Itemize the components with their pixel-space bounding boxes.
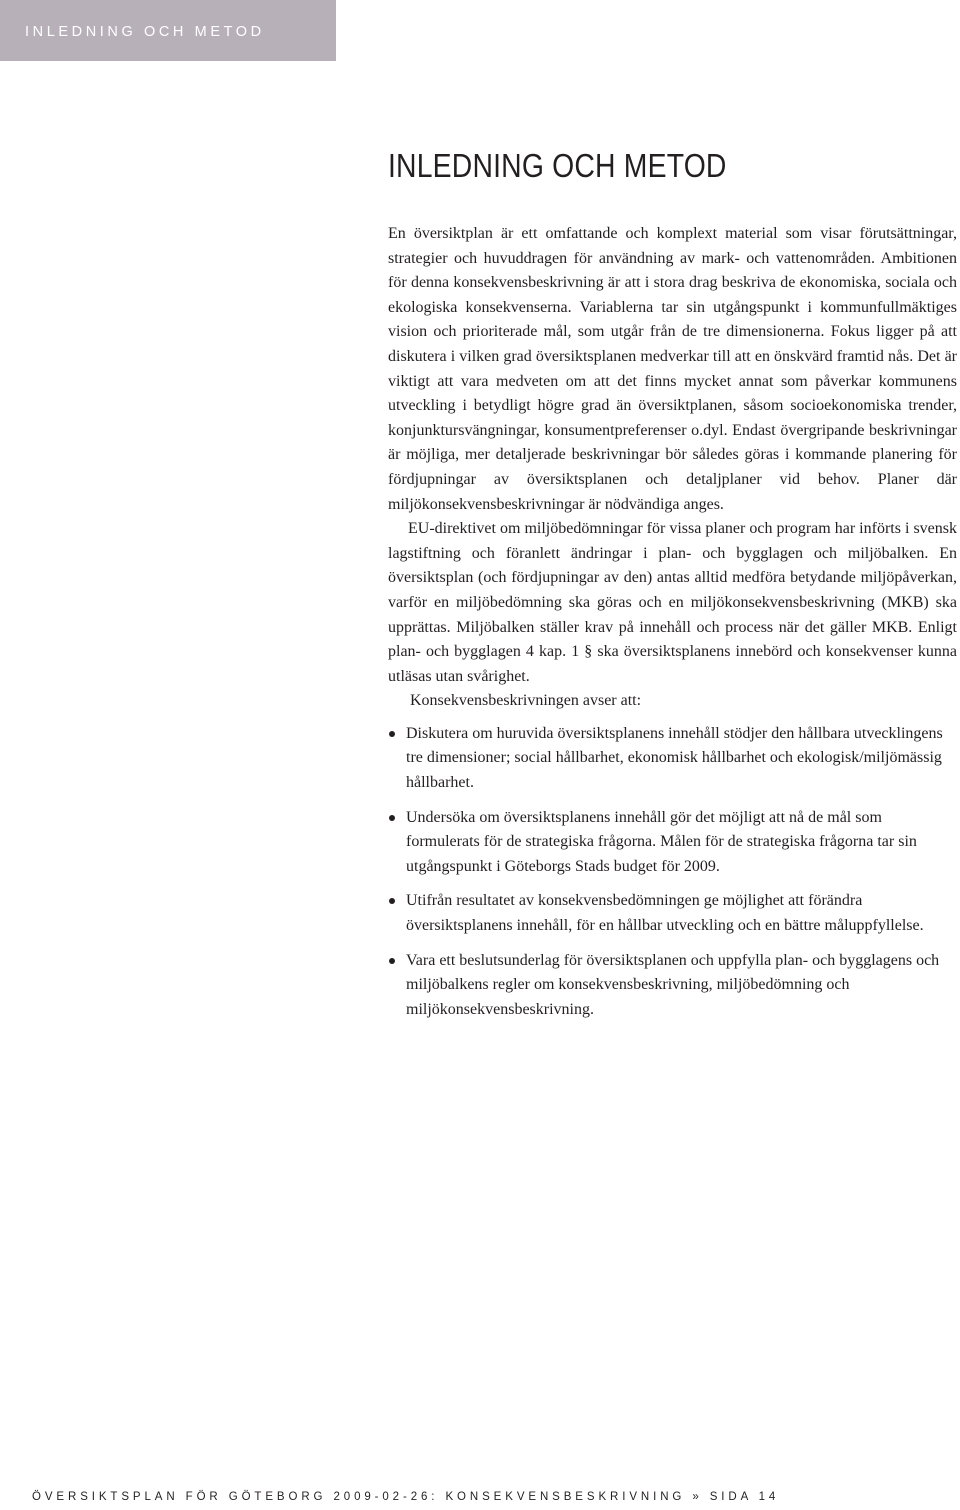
bullet-dot-icon xyxy=(389,898,395,904)
list-intro: Konsekvensbeskrivningen avser att: xyxy=(410,692,642,710)
list-item-text: Diskutera om huruvida översiktsplanens innehåll stödjer den hållbara utvecklingens tre dimensioner; social hållbarhet, ekonomisk hållbarhet och ekologisk/miljömässig hållbarhet. xyxy=(406,724,943,792)
list-item xyxy=(388,889,957,938)
body-text xyxy=(388,222,957,1032)
list-item xyxy=(388,806,957,880)
bullet-dot-icon xyxy=(389,815,395,821)
list-item-text: Undersöka om översiktsplanens innehåll gör det möjligt att nå de mål som formulerats för de strategiska frågorna. Målen för de strategiska frågorna tar sin utgångspunkt i Göteborgs Stads budget för 2009. xyxy=(406,808,917,875)
bullet-dot-icon xyxy=(389,731,395,737)
bullet-list xyxy=(388,722,957,1023)
eu-directive-paragraph: EU-direktivet om miljöbedömningar för vissa planer och program har införts i svensk lagstiftning och föranlett ändringar i plan- och bygglagen och miljöbalken. En översiktsplan (och fördjupningar av den) antas alltid medföra betydande miljöpåverkan, varför en miljöbedömning ska göras och en miljökonsekvensbeskrivning (MKB) ska upprättas. Miljöbalken ställer krav på innehåll och process när det gäller MKB. Enligt plan- och bygglagen 4 kap. 1 § ska översiktsplanens innebörd och konsekvenser kunna utläsas utan svårighet. xyxy=(388,520,957,685)
list-item xyxy=(388,949,957,1023)
list-item xyxy=(388,722,957,796)
section-header-tab xyxy=(0,0,336,61)
page-footer: ÖVERSIKTSPLAN FÖR GÖTEBORG 2009-02-26: KONSEKVENSBESKRIVNING » SIDA 14 xyxy=(32,1491,780,1503)
list-item-text: Utifrån resultatet av konsekvensbedömningen ge möjlighet att förändra översiktsplanens innehåll, för en hållbar utveckling och en bättre måluppfyllelse. xyxy=(406,892,924,935)
page-title: INLEDNING OCH METOD xyxy=(388,147,727,184)
section-label: INLEDNING OCH METOD xyxy=(25,24,265,40)
list-item-text: Vara ett beslutsunderlag för översiktsplanen och uppfylla plan- och bygglagens och miljöbalkens regler om konsekvensbeskrivning, miljöbedömning och miljökonsekvensbeskrivning. xyxy=(406,951,940,1018)
intro-paragraph: En översiktplan är ett omfattande och komplext material som visar förutsättningar, strategier och huvuddragen för användning av mark- och vattenområden. Ambitionen för denna konsekvensbeskrivning är att i stora drag beskriva de ekonomiska, sociala och ekologiska konsekvenserna. Variablerna tar sin utgångspunkt i kommunfullmäktiges vision och prioriterade mål, som utgår från de tre dimensionerna. Fokus ligger på att diskutera i vilken grad översiktsplanen medverkar till att en önskvärd framtid nås. Det är viktigt att vara medveten om att det finns mycket annat som påverkar kommunens utveckling i betydligt högre grad än översiktplanen, såsom socioekonomiska trender, konjunktursvängningar, konsumentpreferenser o.dyl. Endast övergripande beskrivningar är möjliga, mer detaljerade beskrivningar bör således göras i kommande planering för fördjupningar av översiktsplanen och detaljplaner vid behov. Planer där miljökonsekvensbeskrivningar är nödvändiga anges. xyxy=(388,225,957,513)
bullet-dot-icon xyxy=(389,958,395,964)
